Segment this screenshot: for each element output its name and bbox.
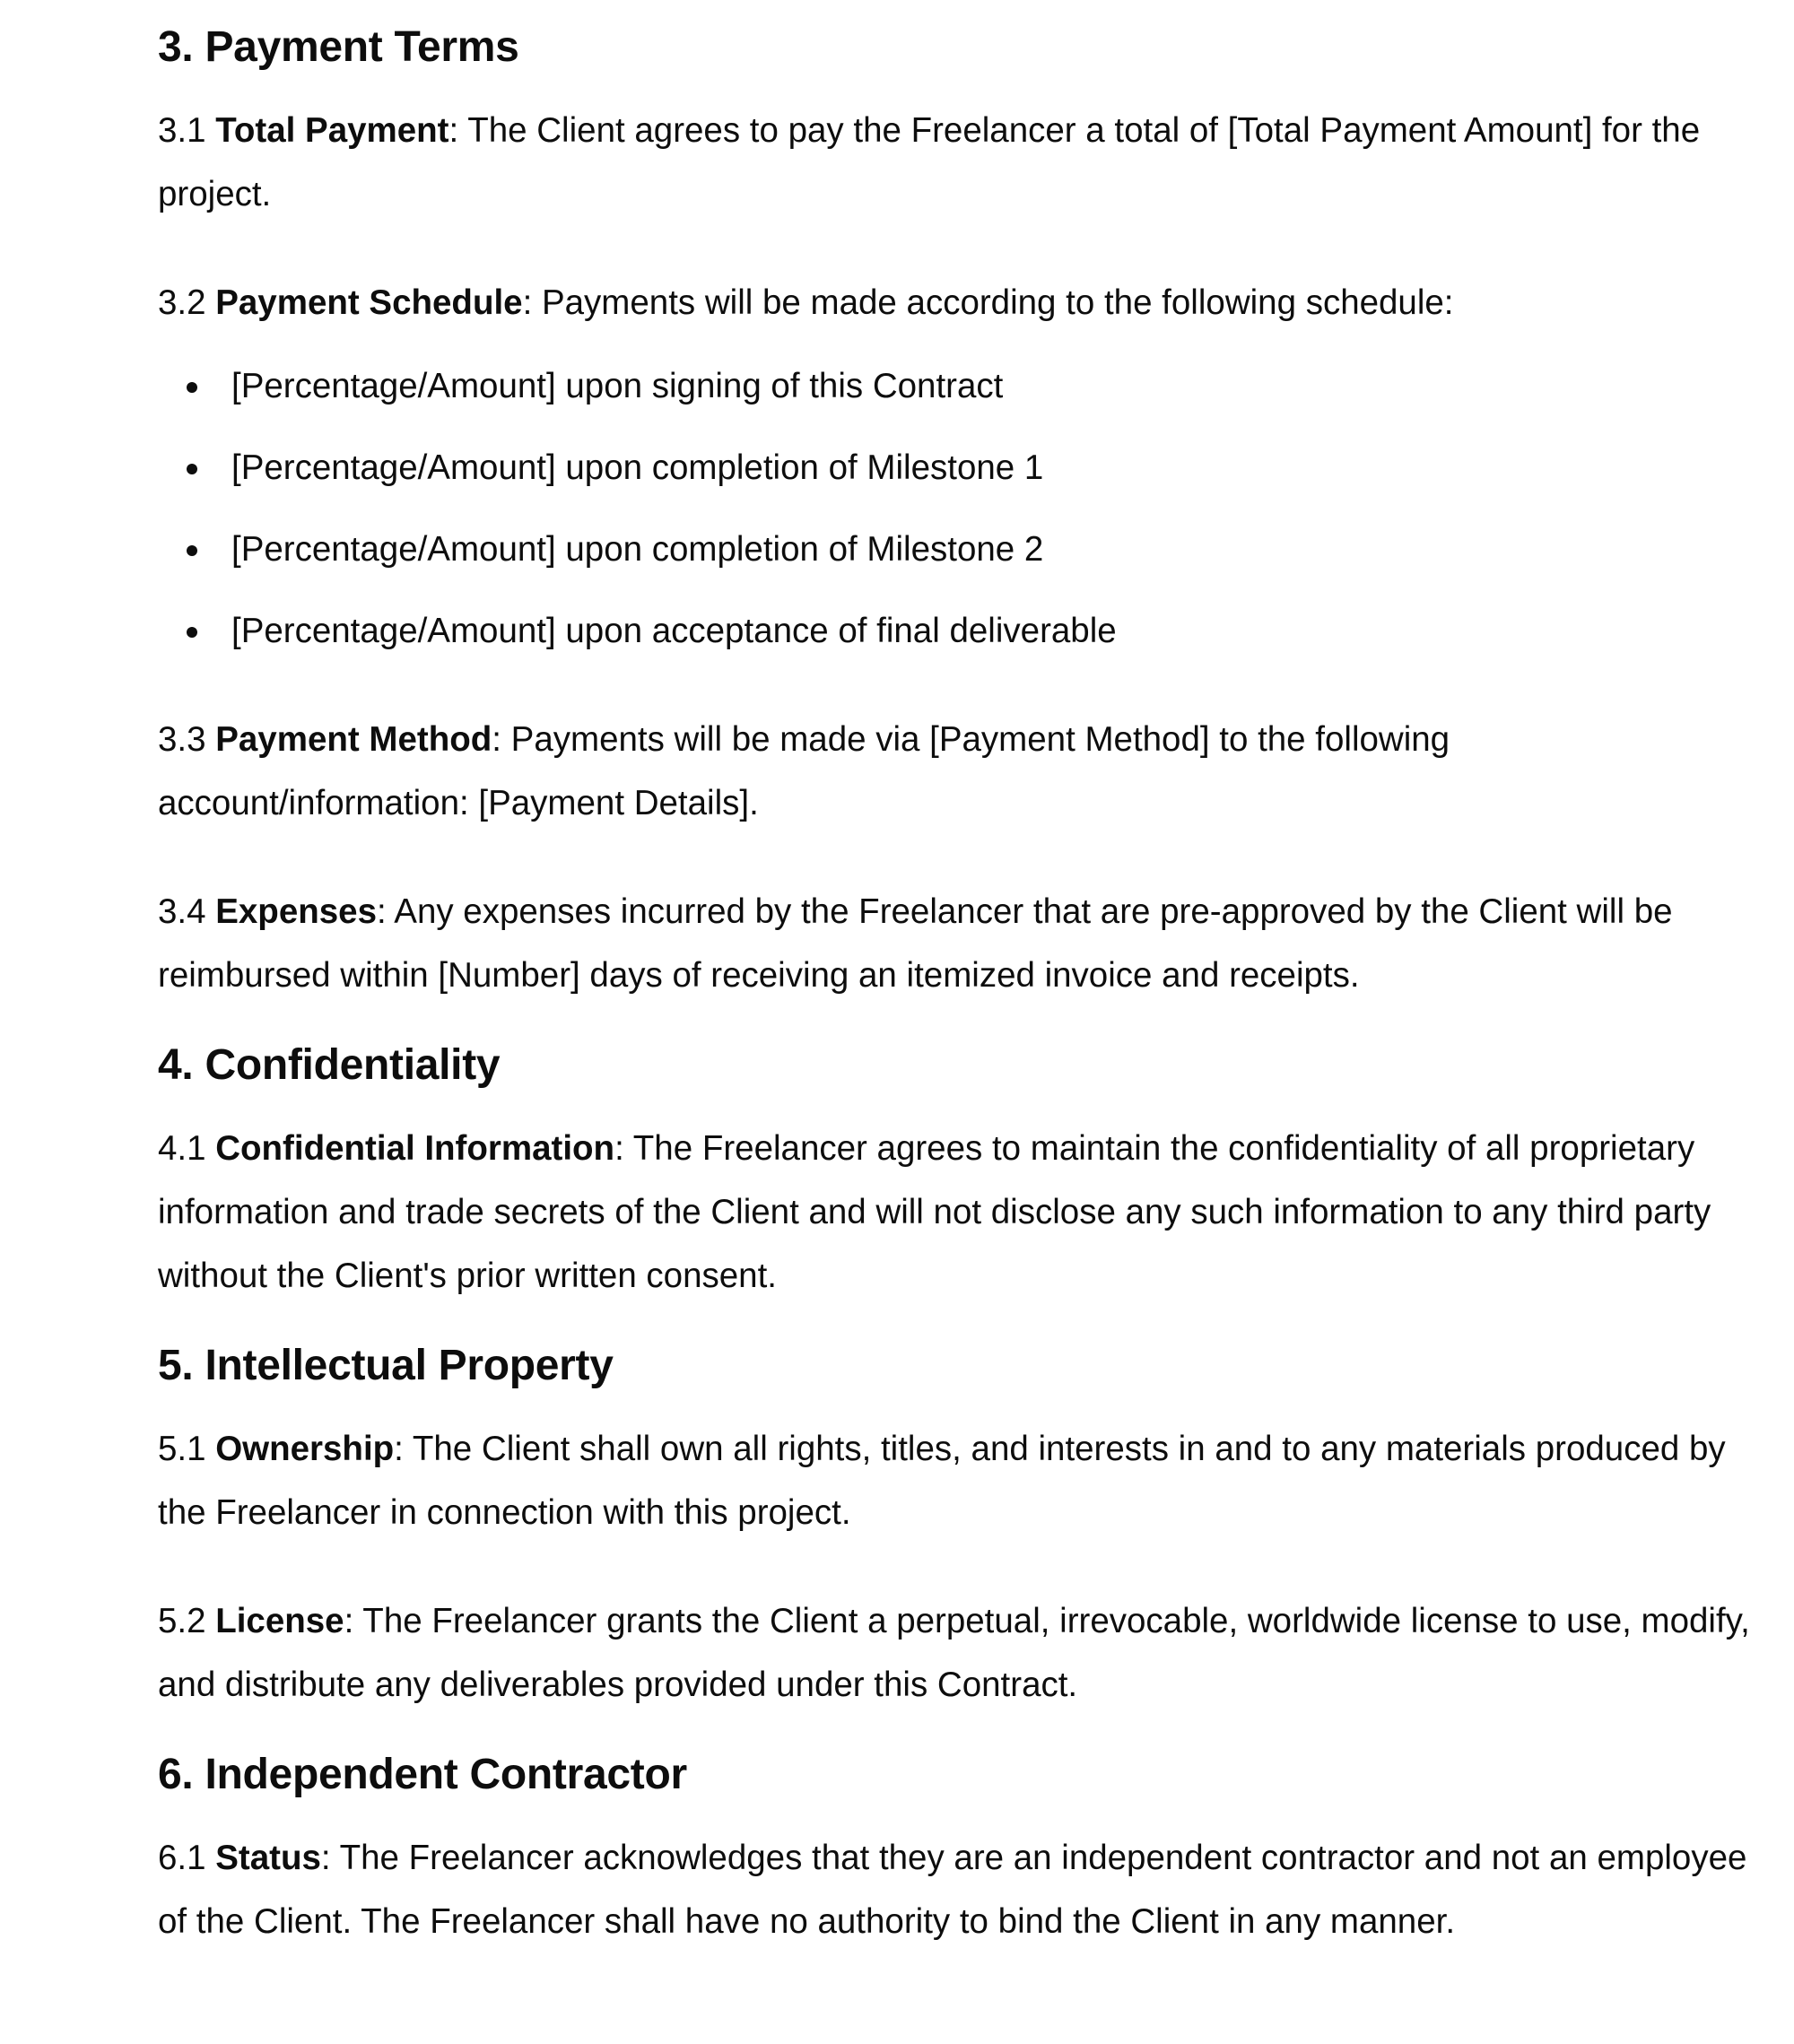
clause-text: : Payments will be made via [Payment Method] to the following account/information: [Payment Details]. bbox=[158, 720, 1450, 822]
list-item-text: [Percentage/Amount] upon signing of this Contract bbox=[231, 367, 1004, 405]
clause-4-1 bbox=[158, 1117, 1755, 1308]
clause-3-1 bbox=[158, 99, 1755, 226]
list-item bbox=[231, 599, 1755, 663]
bullet-icon bbox=[187, 464, 197, 474]
contract-document bbox=[158, 0, 1755, 1953]
clause-term: License bbox=[215, 1602, 344, 1640]
list-item-text: [Percentage/Amount] upon completion of Milestone 2 bbox=[231, 530, 1044, 569]
clause-text: : The Freelancer acknowledges that they are an independent contractor and not an employee of the Client. The Freelancer shall have no authority to bind the Client in any manner. bbox=[158, 1839, 1747, 1941]
clause-3-3 bbox=[158, 708, 1755, 835]
clause-number: 6.1 bbox=[158, 1839, 216, 1877]
list-item bbox=[231, 518, 1755, 581]
list-item-text: [Percentage/Amount] upon completion of Milestone 1 bbox=[231, 448, 1044, 487]
clause-text: : Any expenses incurred by the Freelancer that are pre-approved by the Client will be reimbursed within [Number] days of receiving an itemized invoice and receipts. bbox=[158, 892, 1673, 995]
clause-number: 5.1 bbox=[158, 1430, 216, 1468]
section-heading: 4. Confidentiality bbox=[158, 1041, 501, 1089]
clause-term: Payment Schedule bbox=[215, 283, 523, 322]
clause-term: Confidential Information bbox=[215, 1129, 615, 1168]
clause-5-2 bbox=[158, 1589, 1755, 1717]
clause-number: 3.2 bbox=[158, 283, 216, 322]
bullet-icon bbox=[187, 545, 197, 556]
clause-text: : The Client agrees to pay the Freelancer a total of [Total Payment Amount] for the project. bbox=[158, 111, 1701, 213]
clause-term: Ownership bbox=[215, 1430, 395, 1468]
clause-5-1 bbox=[158, 1417, 1755, 1544]
clause-term: Expenses bbox=[215, 892, 377, 931]
clause-6-1 bbox=[158, 1826, 1755, 1953]
clause-text: : The Client shall own all rights, titles, and interests in and to any materials produced by the Freelancer in connection with this project. bbox=[158, 1430, 1726, 1532]
list-item bbox=[231, 354, 1755, 418]
clause-text: : Payments will be made according to the following schedule: bbox=[522, 283, 1454, 322]
clause-text: : The Freelancer agrees to maintain the confidentiality of all proprietary information and trade secrets of the Client and will not disclose any such information to any third party without the Client's prior written consent. bbox=[158, 1129, 1711, 1295]
bullet-icon bbox=[187, 382, 197, 393]
section-independent-contractor bbox=[158, 1745, 1755, 1953]
clause-number: 5.2 bbox=[158, 1602, 216, 1640]
clause-number: 3.1 bbox=[158, 111, 216, 150]
section-intellectual-property bbox=[158, 1336, 1755, 1717]
list-item bbox=[231, 436, 1755, 500]
clause-number: 3.4 bbox=[158, 892, 216, 931]
clause-term: Status bbox=[215, 1839, 321, 1877]
clause-number: 4.1 bbox=[158, 1129, 216, 1168]
clause-number: 3.3 bbox=[158, 720, 216, 759]
payment-schedule-list bbox=[158, 354, 1755, 663]
list-item-text: [Percentage/Amount] upon acceptance of final deliverable bbox=[231, 612, 1117, 650]
clause-term: Total Payment bbox=[215, 111, 449, 150]
clause-3-2 bbox=[158, 271, 1755, 335]
clause-term: Payment Method bbox=[215, 720, 492, 759]
section-heading: 5. Intellectual Property bbox=[158, 1342, 614, 1389]
section-confidentiality bbox=[158, 1036, 1755, 1308]
bullet-icon bbox=[187, 627, 197, 638]
section-payment-terms bbox=[158, 18, 1755, 1007]
section-heading: 6. Independent Contractor bbox=[158, 1751, 687, 1798]
clause-3-4 bbox=[158, 880, 1755, 1007]
clause-text: : The Freelancer grants the Client a perpetual, irrevocable, worldwide license to use, modify, and distribute any deliverables provided under this Contract. bbox=[158, 1602, 1750, 1704]
section-heading: 3. Payment Terms bbox=[158, 23, 519, 71]
